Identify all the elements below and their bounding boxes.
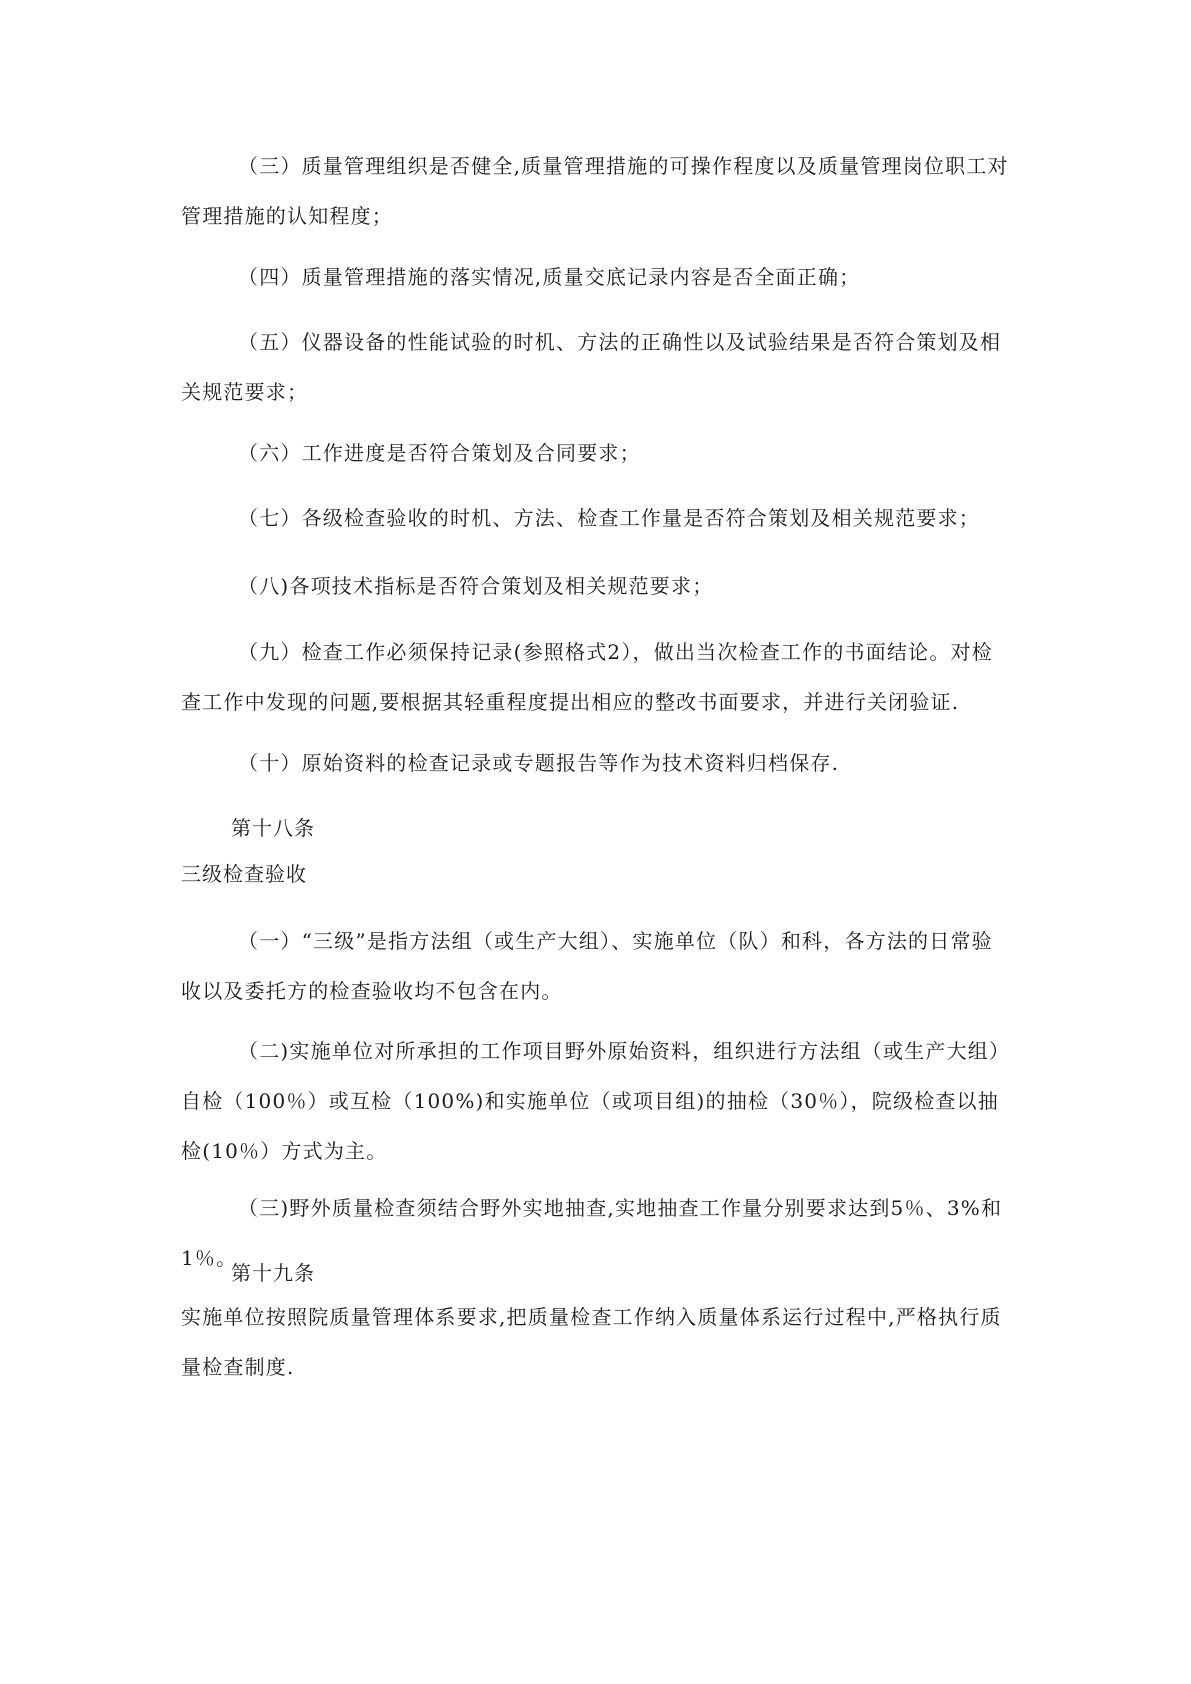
article-18-paragraph-1: （一）“三级”是指方法组（或生产大组）、实施单位（队）和科，各方法的日常验收以及委托方的检查验收均不包含在内。 bbox=[181, 929, 993, 1003]
paragraph-item-6: （六）工作进度是否符合策划及合同要求； bbox=[238, 441, 641, 465]
article-18-paragraph-3: （三)野外质量检查须结合野外实地抽查,实地抽查工作量分别要求达到5％、3%和1％。 bbox=[181, 1196, 1003, 1270]
article-19-body: 实施单位按照院质量管理体系要求,把质量检查工作纳入质量体系运行过程中,严格执行质量检查制度. bbox=[181, 1305, 1002, 1379]
paragraph-item-10: （十）原始资料的检查记录或专题报告等作为技术资料归档保存. bbox=[238, 751, 840, 775]
paragraph-item-7: （七）各级检查验收的时机、方法、检查工作量是否符合策划及相关规范要求； bbox=[238, 506, 980, 530]
article-18-number: 第十八条 bbox=[231, 816, 315, 840]
paragraph-item-5: （五）仪器设备的性能试验的时机、方法的正确性以及试验结果是否符合策划及相关规范要求； bbox=[181, 330, 1002, 404]
article-19-number: 第十九条 bbox=[231, 1261, 315, 1285]
paragraph-item-4: （四）质量管理措施的落实情况,质量交底记录内容是否全面正确； bbox=[238, 265, 861, 289]
article-18-paragraph-2: （二)实施单位对所承担的工作项目野外原始资料，组织进行方法组（或生产大组）自检（100％）或互检（100%)和实施单位（或项目组)的抽检（30％），院级检查以抽检(10％）方式为主。 bbox=[181, 1039, 1011, 1163]
paragraph-item-8: （八)各项技术指标是否符合策划及相关规范要求； bbox=[238, 574, 714, 598]
paragraph-item-9: （九）检查工作必须保持记录(参照格式2），做出当次检查工作的书面结论。对检查工作中发现的问题,要根据其轻重程度提出相应的整改书面要求，并进行关闭验证. bbox=[181, 640, 993, 714]
paragraph-item-3: （三）质量管理组织是否健全,质量管理措施的可操作程度以及质量管理岗位职工对管理措施的认知程度； bbox=[181, 154, 1009, 228]
article-18-title: 三级检查验收 bbox=[181, 862, 307, 886]
